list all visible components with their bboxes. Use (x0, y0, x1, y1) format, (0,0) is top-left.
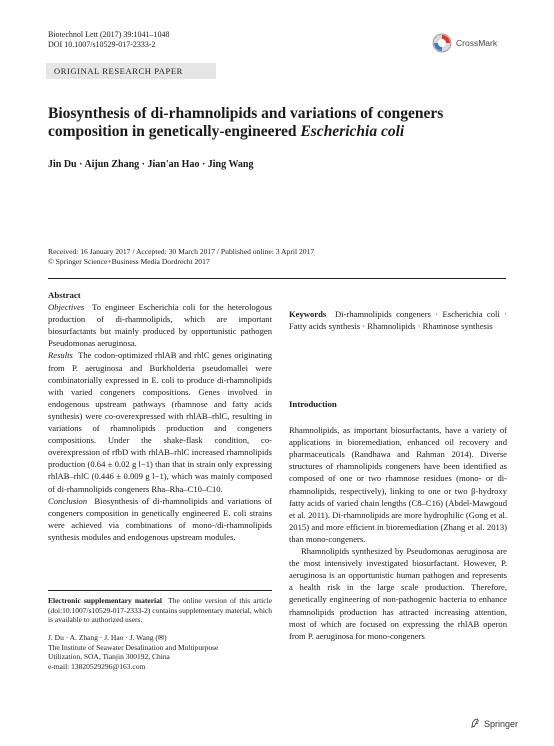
keywords-column (289, 284, 507, 332)
affiliation (48, 633, 272, 671)
copyright: © Springer Science+Business Media Dordrecht 2017 (48, 257, 210, 266)
intro-paragraph-2: Rhamnolipids synthesized by Pseudomonas aeruginosa are the most intensively investigated biosurfactant. However, P. aeruginosa is an opportunistic human pathogen and represents a health risk in the large scale production. Therefore, genetically engineering of non-pathogenic bacteria to enhance rhamnolipids production has attracted increasing attention, most of which are focused on expressing the rhlAB operon from P. aeruginosa for mono-congeners (289, 546, 507, 641)
abstract-column (48, 289, 272, 543)
affiliation-line-1: The Institute of Seawater Desalination and Multipurpose (48, 642, 219, 652)
abstract-conclusion: Conclusion Biosynthesis of di-rhamnolipids and variations of congeners composition in genetically engineered E. coli strains were achieved via combinations of mono-/di-rhamnolipids synthesis modules and endogenous upstream modules. (48, 495, 273, 542)
running-header (48, 30, 170, 50)
journal-citation: Biotechnol Lett (2017) 39:1041–1048 (48, 30, 170, 39)
publisher-name: Springer (484, 718, 519, 729)
affiliation-line-2: Utilization, SOA, Tianjin 300192, China (48, 652, 170, 661)
crossmark-label: CrossMark (456, 38, 498, 48)
abstract-objectives: Objectives To engineer Escherichia coli for the heterologous production of di-rhamnolipids, which are important biosurfactants but mainly produced by opportunistic pathogen Pseudomonas aeruginosa. (48, 302, 272, 349)
received-accepted-published: Received: 16 January 2017 / Accepted: 30 March 2017 / Published online: 3 April 2017 (48, 247, 315, 256)
esm-doi-link[interactable]: 10.1007/s10529-017-2333-2 (62, 605, 148, 615)
title-organism: Escherichia coli (300, 123, 405, 140)
doi[interactable]: DOI 10.1007/s10529-017-2333-2 (48, 40, 156, 49)
crossmark-badge[interactable] (432, 33, 497, 53)
abstract-heading: Abstract (48, 290, 81, 300)
article-title (48, 105, 518, 141)
crossmark-icon (432, 33, 452, 53)
footnote-divider (48, 590, 272, 591)
article-type-tag: ORIGINAL RESEARCH PAPER (46, 63, 216, 79)
springer-horse-icon (470, 718, 481, 729)
keywords: Keywords Di-rhamnolipids congeners · Escherichia coli · Fatty acids synthesis · Rhamnolipids · Rhamnose synthesis (289, 309, 507, 332)
title-line-2: composition in genetically-engineered Escherichia coli (48, 123, 405, 140)
publication-dates (48, 247, 314, 267)
intro-paragraph-1: Rhamnolipids, as important biosurfactants, have a variety of applications in bioremediation, enhanced oil recovery and pharmaceuticals (Randhawa and Rahman 2014). Diverse structures of rhamnolipids congeners have been identified as composed of one or two rhamnose residues (mono- or di-rhamnolipids, respectively), linking to one or two β-hydroxy fatty acids of varied chain lengths (C8–C16) (Abdel-Mawgoud et al. 2011). Di-rhamnolipids are more hydrophilic (Gong et al. 2015) and more efficient in bioremediation (Zhang et al. 2013) than mono-congeners. (289, 425, 507, 544)
publisher-mark (470, 718, 518, 729)
author-list: Jin Du · Aijun Zhang · Jian'an Hao · Jing Wang (48, 159, 254, 170)
footnote-esm: Electronic supplementary material The online version of this article (doi:10.1007/s10529-017-2333-2) contains supplementary material, which is available to authorized users. (48, 596, 273, 624)
abstract-results: Results The codon-optimized rhlAB and rhlC genes originating from P. aeruginosa and Burkholderia pseudomallei were combinatorially expressed in E. coli to produce di-rhamnolipids with varied congeners compositions. Genes involved in endogenous upstream pathways (rhamnose and fatty acids synthesis) were co-overexpressed with rhlAB–rhlC, resulting in variations of rhamnolipids production and congeners compositions. Under the shake-flask condition, co-overexpression of rfbD with rhlAB–rhlC increased rhamnolipids production (0.64 ± 0.02 g l−1) than that in strain only expressing rhlAB–rhlC (0.446 ± 0.009 g l−1), which was mainly composed of di-rhamnolipids congeners Rha–Rha–C10–C10. (48, 350, 272, 494)
title-line-1: Biosynthesis of di-rhamnolipids and variations of congeners (48, 105, 444, 122)
affiliation-authors: J. Du · A. Zhang · J. Hao · J. Wang (✉) (48, 633, 167, 642)
introduction (289, 398, 507, 642)
introduction-heading: Introduction (289, 399, 337, 409)
affiliation-email[interactable]: e-mail: 13820529296@163.com (48, 661, 146, 671)
header-divider (48, 278, 506, 279)
